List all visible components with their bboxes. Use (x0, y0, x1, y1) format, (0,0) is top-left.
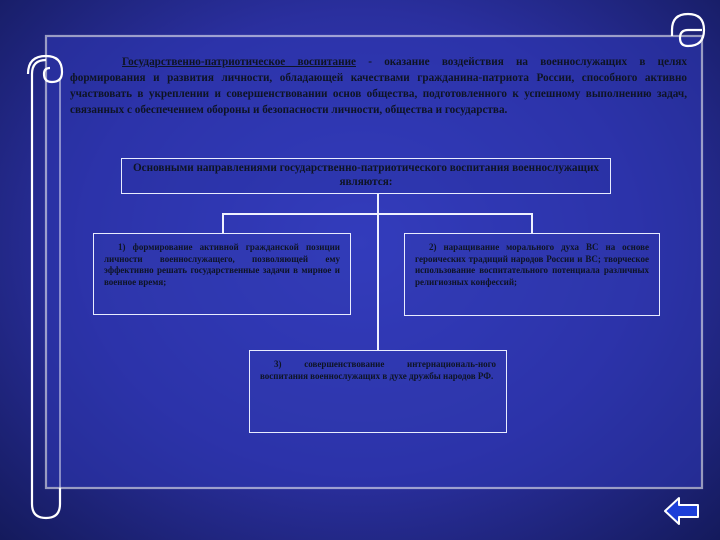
connector-trunk (377, 194, 379, 214)
intro-paragraph (70, 54, 687, 118)
connector-down (377, 213, 379, 350)
back-arrow-icon (662, 494, 702, 528)
direction-2-text: 2) наращивание морального духа ВС на основе героических традиций народов России и ВС; творческое использование воспитательного потенциала различных религиозных конфессий; (415, 242, 649, 287)
connector-left (222, 213, 224, 234)
direction-3-text: 3) совершенствование интернациональ-ного воспитания военнослужащих в духе дружбы народов РФ. (260, 359, 496, 381)
direction-1-text: 1) формирование активной гражданской позиции личности военнослужащего, позволяющей ему эффективно решать государственные задачи в мирное и военное время; (104, 242, 340, 287)
direction-1-box (93, 233, 351, 315)
direction-3-box (249, 350, 507, 433)
main-directions-heading: Основными направлениями государственно-патриотического воспитания военнослужащих являются: (121, 158, 611, 194)
direction-2-box (404, 233, 660, 316)
intro-term: Государственно-патриотическое воспитание (122, 56, 356, 68)
connector-right (531, 213, 533, 234)
back-button[interactable] (662, 494, 702, 528)
intro-definition: - оказание воздействия на военнослужащих в целях формирования и развития личности, обладающей качествами гражданина-патриота России, способного активно участвовать в укреплении и совершенствовании основ общества, подготовленного к успешному выполнению задач, связанных с обеспечением обороны и безопасности личности, общества и государства. (70, 56, 687, 116)
